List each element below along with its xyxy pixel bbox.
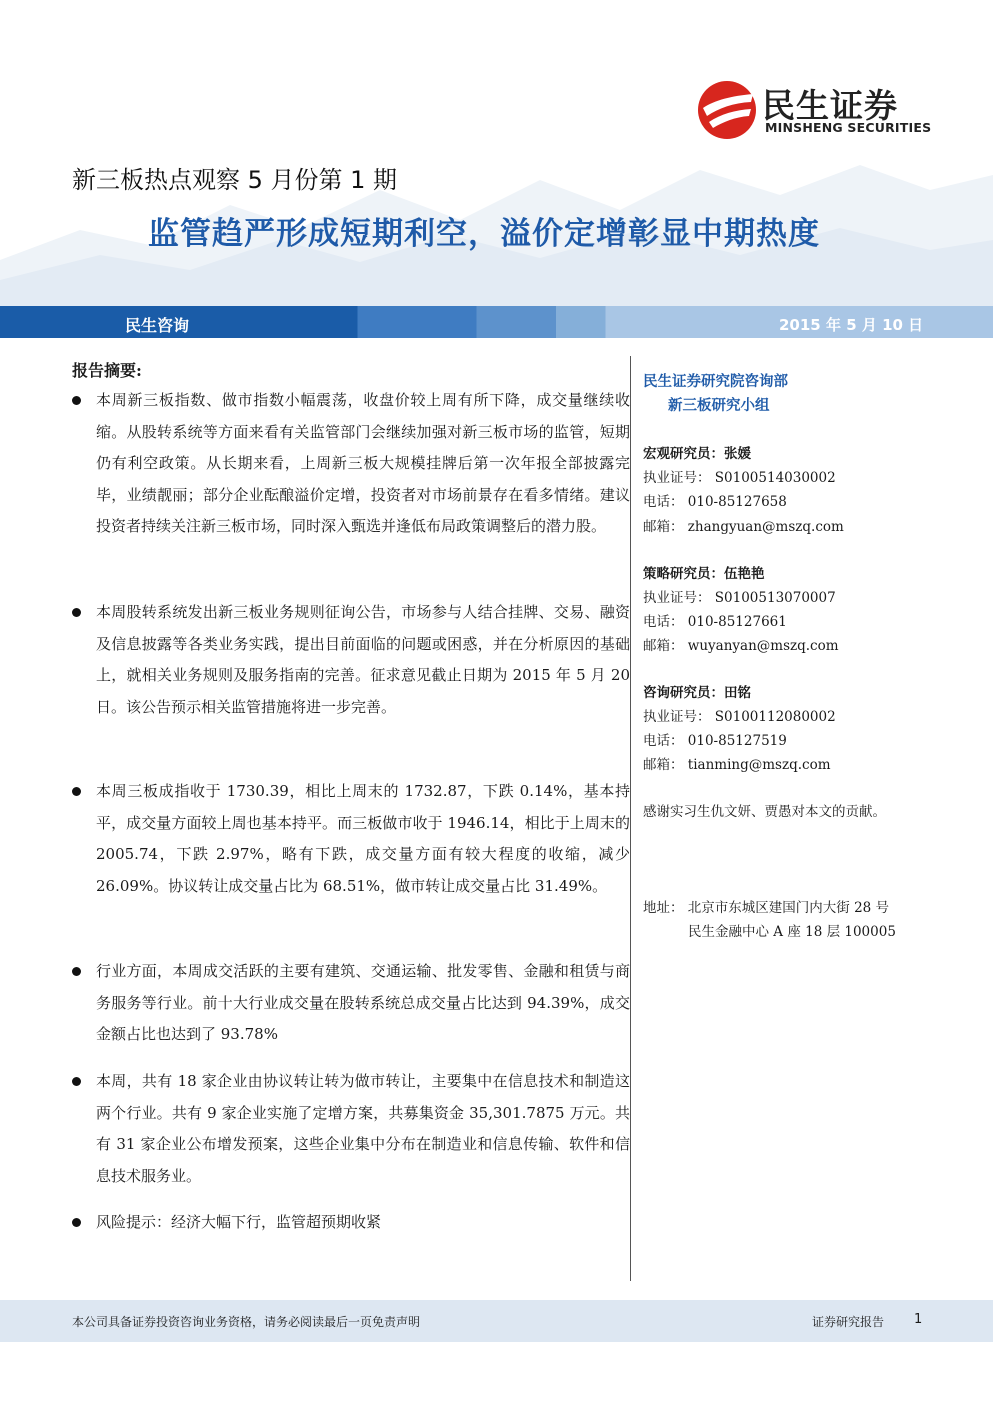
report-title: 监管趋严形成短期利空，溢价定增彰显中期热度: [148, 216, 820, 252]
analyst-cert: 执业证号： S0100514030002: [643, 470, 836, 486]
report-date: 2015 年 5 月 10 日: [779, 316, 924, 334]
minsheng-logo-icon: [695, 78, 759, 142]
bullet-icon: [72, 787, 81, 796]
analyst-role: 咨询研究员：田铭: [643, 685, 751, 701]
logo-english-text: MINSHENG SECURITIES: [765, 120, 932, 135]
summary-bullet: 本周新三板指数、做市指数小幅震荡，收盘价较上周有所下降，成交量继续收缩。从股转系统等方面来看有关监管部门会继续加强对新三板市场的监管，短期仍有利空政策。从长期来看，上周新三板大规模挂牌后第一次年报全部披露完毕，业绩靓丽；部分企业酝酿溢价定增，投资者对市场前景存在看多情绪。建议投资者持续关注新三板市场，同时深入甄选并逢低布局政策调整后的潜力股。: [96, 391, 630, 535]
series-title: 新三板热点观察 5 月份第 1 期: [72, 166, 398, 194]
acknowledgement: 感谢实习生仇文妍、贾愚对本文的贡献。: [643, 804, 886, 820]
org-name: 民生证券研究院咨询部: [643, 373, 788, 390]
team-name: 新三板研究小组: [668, 397, 770, 414]
summary-bullet: 本周股转系统发出新三板业务规则征询公告，市场参与人结合挂牌、交易、融资及信息披露等各类业务实践，提出目前面临的问题或困惑，并在分析原因的基础上，就相关业务规则及服务指南的完善。征求意见截止日期为 2015 年 5 月 20 日。该公告预示相关监管措施将进一步完善。: [96, 603, 630, 716]
summary-bullet: 本周，共有 18 家企业由协议转让转为做市转让，主要集中在信息技术和制造这两个行业。共有 9 家企业实施了定增方案，共募集资金 35,301.7875 万元。共有 31 家企业公布增发预案，这些企业集中分布在制造业和信息传输、软件和信息技术服务业。: [96, 1072, 630, 1185]
analyst-email[interactable]: 邮箱： wuyanyan@mszq.com: [643, 638, 839, 654]
analyst-cert: 执业证号： S0100513070007: [643, 590, 836, 606]
summary-bullet: 行业方面，本周成交活跃的主要有建筑、交通运输、批发零售、金融和租赁与商务服务等行业。前十大行业成交量在股转系统总成交量占比达到 94.39%，成交金额占比也达到了 93.78%: [96, 962, 630, 1043]
summary-bullet: 风险提示：经济大幅下行，监管超预期收紧: [96, 1213, 382, 1231]
analyst-role: 策略研究员：伍艳艳: [643, 566, 765, 582]
page-number: 1: [914, 1312, 923, 1327]
analyst-cert: 执业证号： S0100112080002: [643, 709, 836, 725]
footer-report-type: 证券研究报告: [812, 1315, 885, 1329]
column-divider: [630, 356, 631, 1281]
bullet-icon: [72, 967, 81, 976]
bullet-icon: [72, 608, 81, 617]
bullet-icon: [72, 396, 81, 405]
summary-heading: 报告摘要:: [72, 361, 142, 380]
section-label: 民生咨询: [125, 316, 190, 335]
analyst-phone: 电话： 010-85127519: [643, 733, 787, 749]
analyst-email[interactable]: 邮箱： zhangyuan@mszq.com: [643, 519, 844, 535]
summary-bullet: 本周三板成指收于 1730.39，相比上周末的 1732.87，下跌 0.14%，基本持平，成交量方面较上周也基本持平。而三板做市收于 1946.14，相比于上周末的 2005.74，下跌 2.97%，略有下跌，成交量方面有较大程度的收缩，减少 26.09%。协议转让成交量占比为 68.51%，做市转让成交量占比 31.49%。: [96, 782, 630, 895]
analyst-role: 宏观研究员：张媛: [643, 446, 751, 462]
address-line2: 民生金融中心 A 座 18 层 100005: [688, 924, 896, 940]
analyst-phone: 电话： 010-85127661: [643, 614, 787, 630]
bullet-icon: [72, 1077, 81, 1086]
address-line1: 地址： 北京市东城区建国门内大街 28 号: [643, 900, 890, 916]
logo-chinese-text: 民生证券: [762, 86, 898, 125]
analyst-phone: 电话： 010-85127658: [643, 494, 787, 510]
analyst-email[interactable]: 邮箱： tianming@mszq.com: [643, 757, 831, 773]
footer-disclaimer: 本公司具备证券投资咨询业务资格，请务必阅读最后一页免责声明: [72, 1315, 421, 1329]
bullet-icon: [72, 1218, 81, 1227]
